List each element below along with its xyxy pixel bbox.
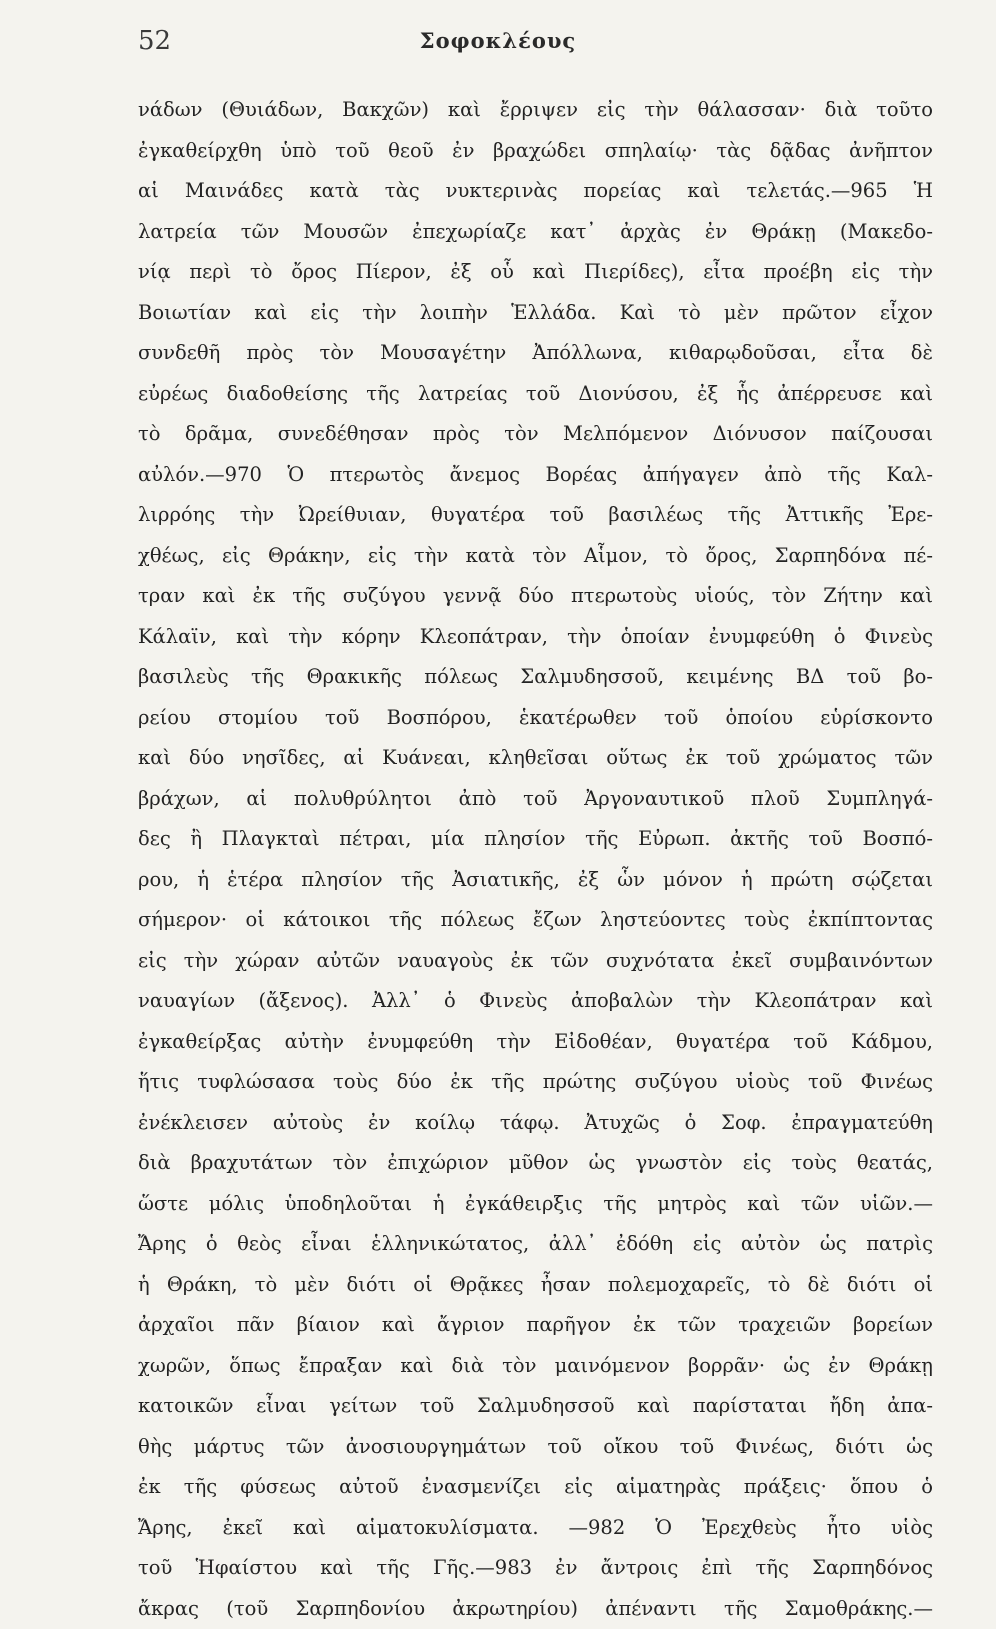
text-line: συνδεθῆ πρὸς τὸν Μουσαγέτην Ἀπόλλωνα, κιθαρῳδοῦσαι, εἶτα δὲ [138, 333, 933, 374]
text-line: χθέως, εἰς Θράκην, εἰς τὴν κατὰ τὸν Αἷμον, τὸ ὄρος, Σαρπηδόνα πέ- [138, 536, 933, 577]
text-line: ἐνέκλεισεν αὐτοὺς ἐν κοίλῳ τάφῳ. Ἀτυχῶς ὁ Σοφ. ἐπραγματεύθη [138, 1103, 933, 1144]
text-line: ἀρχαῖοι πᾶν βίαιον καὶ ἄγριον παρῆγον ἐκ τῶν τραχειῶν βορείων [138, 1305, 933, 1346]
text-line: κατοικῶν εἶναι γείτων τοῦ Σαλμυδησσοῦ καὶ παρίσταται ἤδη ἀπα- [138, 1386, 933, 1427]
text-line: δες ἢ Πλαγκταὶ πέτραι, μία πλησίον τῆς Εὐρωπ. ἀκτῆς τοῦ Βοσπό- [138, 819, 933, 860]
text-line: ἄκρας (τοῦ Σαρπηδονίου ἀκρωτηρίου) ἀπέναντι τῆς Σαμοθράκης.— [138, 1589, 933, 1629]
running-title: Σοφοκλέους [0, 28, 996, 53]
text-line: αἱ Μαινάδες κατὰ τὰς νυκτερινὰς πορείας καὶ τελετάς.—965 Ἡ [138, 171, 933, 212]
text-line: εἰς τὴν χώραν αὐτῶν ναυαγοὺς ἐκ τῶν συχνότατα ἐκεῖ συμβαινόντων [138, 941, 933, 982]
text-line: νάδων (Θυιάδων, Βακχῶν) καὶ ἔρριψεν εἰς τὴν θάλασσαν· διὰ τοῦτο [138, 90, 933, 131]
text-line: ἡ Θράκη, τὸ μὲν διότι οἱ Θρᾷκες ἦσαν πολεμοχαρεῖς, τὸ δὲ διότι οἱ [138, 1265, 933, 1306]
text-line: εὐρέως διαδοθείσης τῆς λατρείας τοῦ Διονύσου, ἐξ ἧς ἀπέρρευσε καὶ [138, 374, 933, 415]
text-line: λιρρόης τὴν Ὠρείθυιαν, θυγατέρα τοῦ βασιλέως τῆς Ἀττικῆς Ἐρε- [138, 495, 933, 536]
text-line: βράχων, αἱ πολυθρύλητοι ἀπὸ τοῦ Ἀργοναυτικοῦ πλοῦ Συμπληγά- [138, 779, 933, 820]
text-line: σήμερον· οἱ κάτοικοι τῆς πόλεως ἔζων ληστεύοντες τοὺς ἐκπίπτοντας [138, 900, 933, 941]
text-line: τὸ δρᾶμα, συνεδέθησαν πρὸς τὸν Μελπόμενον Διόνυσον παίζουσαι [138, 414, 933, 455]
text-line: ἥτις τυφλώσασα τοὺς δύο ἐκ τῆς πρώτης συζύγου υἱοὺς τοῦ Φινέως [138, 1062, 933, 1103]
text-line: θὴς μάρτυς τῶν ἀνοσιουργημάτων τοῦ οἴκου τοῦ Φινέως, διότι ὡς [138, 1427, 933, 1468]
text-line: βασιλεὺς τῆς Θρακικῆς πόλεως Σαλμυδησσοῦ, κειμένης ΒΔ τοῦ βο- [138, 657, 933, 698]
text-line: ὥστε μόλις ὑποδηλοῦται ἡ ἐγκάθειρξις τῆς μητρὸς καὶ τῶν υἱῶν.— [138, 1184, 933, 1225]
text-line: Βοιωτίαν καὶ εἰς τὴν λοιπὴν Ἑλλάδα. Καὶ τὸ μὲν πρῶτον εἶχον [138, 293, 933, 334]
text-line: ρείου στομίου τοῦ Βοσπόρου, ἑκατέρωθεν τοῦ ὁποίου εὑρίσκοντο [138, 698, 933, 739]
text-line: τραν καὶ ἐκ τῆς συζύγου γεννᾷ δύο πτερωτοὺς υἱούς, τὸν Ζήτην καὶ [138, 576, 933, 617]
text-line: ἐγκαθείρξας αὐτὴν ἐνυμφεύθη τὴν Εἰδοθέαν, θυγατέρα τοῦ Κάδμου, [138, 1022, 933, 1063]
text-line: ἐγκαθείρχθη ὑπὸ τοῦ θεοῦ ἐν βραχώδει σπηλαίῳ· τὰς δᾷδας ἀνῆπτον [138, 131, 933, 172]
commentary-text [138, 90, 933, 1629]
text-line: ρου, ἡ ἑτέρα πλησίον τῆς Ἀσιατικῆς, ἐξ ὧν μόνον ἡ πρώτη σῴζεται [138, 860, 933, 901]
text-line: αὐλόν.—970 Ὁ πτερωτὸς ἄνεμος Βορέας ἀπήγαγεν ἀπὸ τῆς Καλ- [138, 455, 933, 496]
text-line: νίᾳ περὶ τὸ ὄρος Πίερον, ἐξ οὗ καὶ Πιερίδες), εἶτα προέβη εἰς τὴν [138, 252, 933, 293]
text-line: ἐκ τῆς φύσεως αὐτοῦ ἐνασμενίζει εἰς αἱματηρὰς πράξεις· ὅπου ὁ [138, 1467, 933, 1508]
text-line: Κάλαϊν, καὶ τὴν κόρην Κλεοπάτραν, τὴν ὁποίαν ἐνυμφεύθη ὁ Φινεὺς [138, 617, 933, 658]
text-line: τοῦ Ἡφαίστου καὶ τῆς Γῆς.—983 ἐν ἄντροις ἐπὶ τῆς Σαρπηδόνος [138, 1548, 933, 1589]
text-line: ναυαγίων (ἄξενος). Ἀλλ᾽ ὁ Φινεὺς ἀποβαλὼν τὴν Κλεοπάτραν καὶ [138, 981, 933, 1022]
page-number: 52 [138, 26, 171, 56]
text-line: χωρῶν, ὅπως ἔπραξαν καὶ διὰ τὸν μαινόμενον βορρᾶν· ὡς ἐν Θράκῃ [138, 1346, 933, 1387]
text-line: Ἄρης, ἐκεῖ καὶ αἱματοκυλίσματα. —982 Ὁ Ἐρεχθεὺς ἦτο υἱὸς [138, 1508, 933, 1549]
text-line: λατρεία τῶν Μουσῶν ἐπεχωρίαζε κατ᾽ ἀρχὰς ἐν Θράκῃ (Μακεδο- [138, 212, 933, 253]
text-line: διὰ βραχυτάτων τὸν ἐπιχώριον μῦθον ὡς γνωστὸν εἰς τοὺς θεατάς, [138, 1143, 933, 1184]
text-line: καὶ δύο νησῖδες, αἱ Κυάνεαι, κληθεῖσαι οὕτως ἐκ τοῦ χρώματος τῶν [138, 738, 933, 779]
text-line: Ἄρης ὁ θεὸς εἶναι ἑλληνικώτατος, ἀλλ᾽ ἐδόθη εἰς αὐτὸν ὡς πατρὶς [138, 1224, 933, 1265]
